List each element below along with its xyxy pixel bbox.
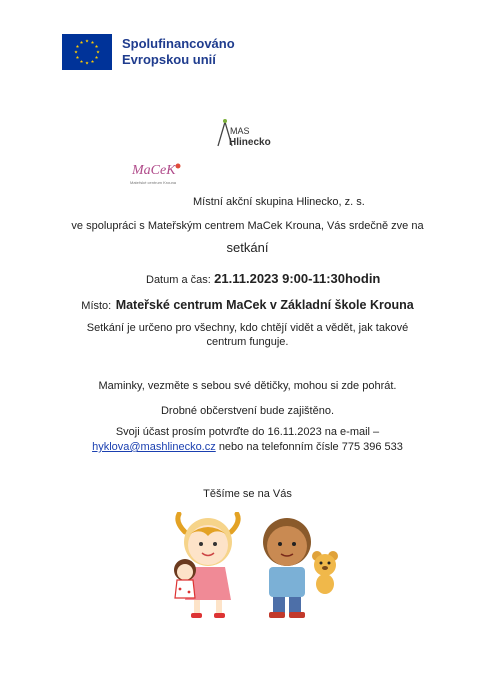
confirm-line: Svoji účast prosím potvrďte do 16.11.2023 na e-mail – [115,426,380,438]
children-illustration [165,512,340,622]
boy-figure [263,518,311,618]
place-row [0,296,495,314]
teddy-bear-figure [312,551,338,594]
organizer-text: Místní akční skupina Hlinecko, z. s. [193,196,365,208]
eu-flag-logo [62,34,112,70]
moms-line: Maminky, vezměte s sebou své dětičky, mohou si zde pohrát. [98,380,397,392]
eu-funding-line1: Spolufinancováno [122,36,235,51]
purpose-line2: centrum funguje. [206,336,289,348]
macek-logo-name: MaCeK [132,163,176,178]
date-value: 21.11.2023 9:00-11:30hodin [214,271,381,286]
mas-logo-line1: MAS [230,126,250,136]
closing-text: Těšíme se na Vás [203,488,292,500]
place-label: Místo: [81,300,112,312]
mas-logo-line2: Hlinecko [229,137,271,148]
date-label: Datum a čas: [146,274,211,286]
refreshments-line: Drobné občerstvení bude zajištěno. [160,405,335,417]
eu-funding-text [122,36,235,68]
partner-line: ve spolupráci s Mateřským centrem MaCek Krouna, Vás srdečně zve na [71,220,424,232]
eu-funding-line2: Evropskou unií [122,52,216,67]
date-row [146,271,380,286]
mas-hlinecko-logo [212,116,272,152]
place-value: Mateřské centrum MaCek v Základní škole Krouna [115,298,414,312]
event-title: setkání [226,240,269,255]
phone-text: nebo na telefonním čísle 775 396 533 [218,441,403,453]
purpose-line1: Setkání je určeno pro všechny, kdo chtějí vidět a vědět, jak takové [86,322,409,334]
macek-logo-subtitle: Mateřské centrum Krouna [130,180,177,185]
email-link[interactable]: hyklova@mashlinecko.cz [92,441,216,453]
macek-logo [128,158,186,188]
contact-line [0,440,495,454]
